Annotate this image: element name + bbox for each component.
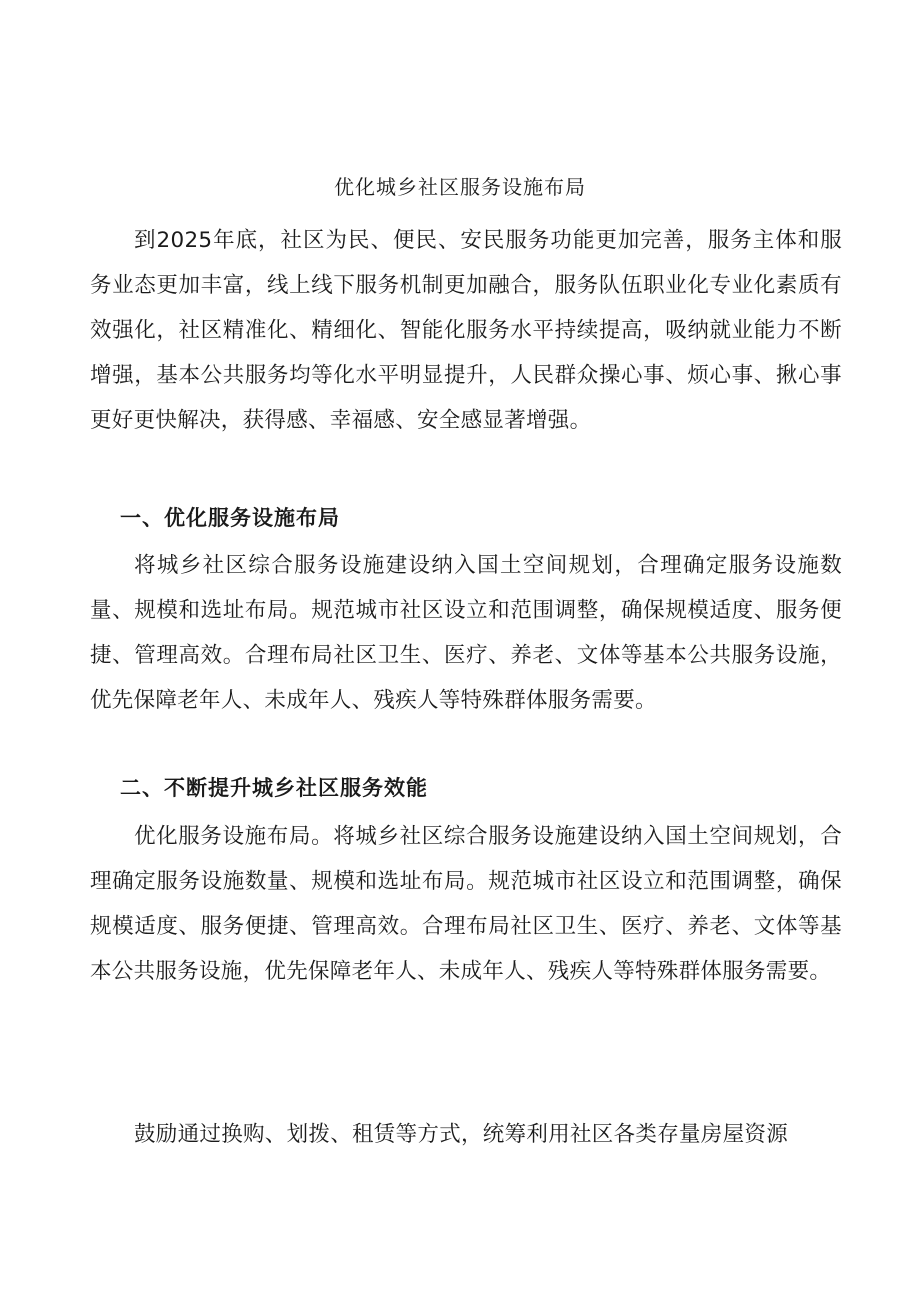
document-title: 优化城乡社区服务设施布局 — [334, 175, 586, 199]
paragraph-section-2: 优化服务设施布局。将城乡社区综合服务设施建设纳入国土空间规划，合理确定服务设施数量、规模和选址布局。规范城市社区设立和范围调整，确保规模适度、服务便捷、管理高效。合理布局社区卫生、医疗、养老、文体等基本公共服务设施，优先保障老年人、未成年人、残疾人等特殊群体服务需要。 — [90, 824, 842, 984]
section-heading-1: 一、优化服务设施布局 — [120, 506, 340, 530]
paragraph-section-2-continued: 鼓励通过换购、划拨、租赁等方式，统筹利用社区各类存量房屋资源 — [134, 1122, 789, 1147]
section-heading-2: 二、不断提升城乡社区服务效能 — [120, 776, 428, 800]
paragraph-section-1: 将城乡社区综合服务设施建设纳入国土空间规划，合理确定服务设施数量、规模和选址布局。规范城市社区设立和范围调整，确保规模适度、服务便捷、管理高效。合理布局社区卫生、医疗、养老、文体等基本公共服务设施，优先保障老年人、未成年人、残疾人等特殊群体服务需要。 — [90, 553, 842, 713]
paragraph-intro: 到2025年底，社区为民、便民、安民服务功能更加完善，服务主体和服务业态更加丰富，线上线下服务机制更加融合，服务队伍职业化专业化素质有效强化，社区精准化、精细化、智能化服务水平持续提高，吸纳就业能力不断增强，基本公共服务均等化水平明显提升，人民群众操心事、烦心事、揪心事更好更快解决，获得感、幸福感、安全感显著增强。 — [90, 228, 842, 433]
